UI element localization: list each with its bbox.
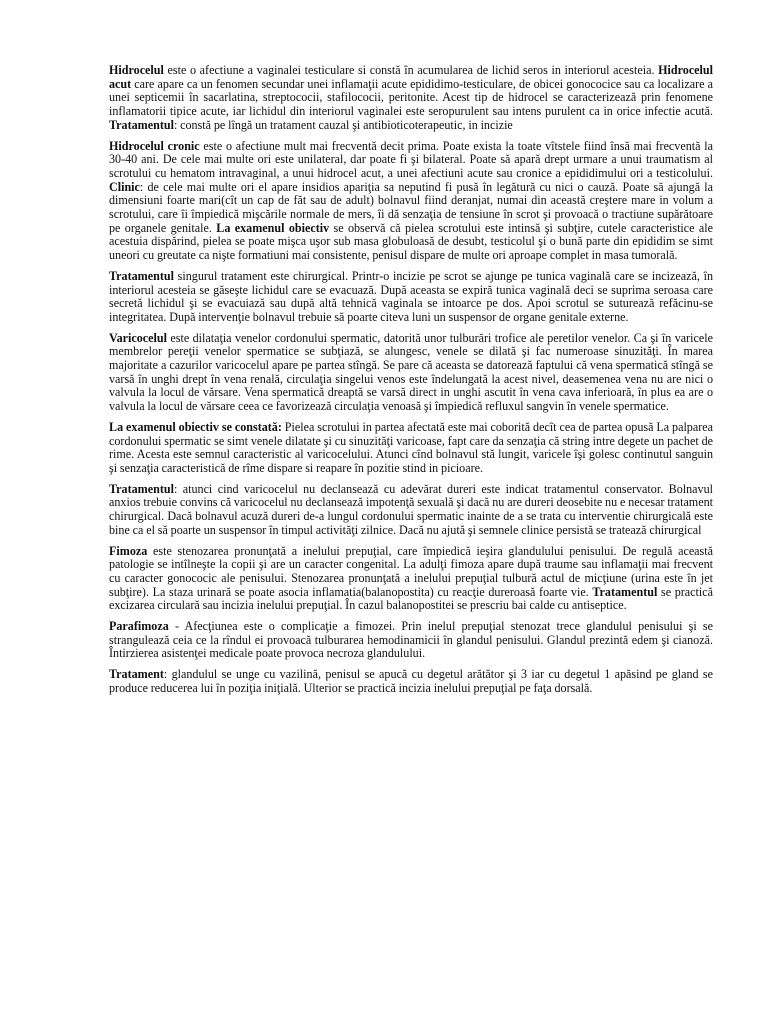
paragraph bbox=[109, 483, 713, 538]
paragraph-text: - Afecţiunea este o complicaţie a fimozei. Prin inelul prepuţial stenozat trece glandulul penisului şi se strangulează ceia ce la rîndul ei provoacă tulburarea hemodinamicii în glandul penisului. Glandul prezintă edem şi cianoză. Întirzierea asistenţei medicale poate provoca necroza glandulului. bbox=[109, 619, 713, 661]
paragraph-text: este dilataţia venelor cordonului spermatic, datorită unor tulburări trofice ale peretilor venelor. Ca şi în varicele membrelor pereţii venelor spermatice se subţiază, se alungesc, venele se dilată şi fac numeroase sinuzităţi. În marea majoritate a cazurilor varicocelul apare pe partea stîngă. Se pare că aceasta se datorează faptului că vena spermatică stîngă se varsă în unghi drept în vena renală, circulaţia singelui venos este îndelungată la acest nivel, deasemenea vena nu are nici o valvula la locul de vărsare. Vena spermatică dreaptă se varsă direct in unghi ascutit în vena cava inferioară, în plus ea are o valvula la locul de vărsare ceea ce favorizează circulaţia venoasă şi împiedică refluxul sangvin în venele spermatice. bbox=[109, 330, 713, 414]
paragraph-text: Pielea scrotului in partea afectată este mai coborită decît cea de partea opusă La palparea cordonului spermatic se simt venele dilatate şi cu sinuzităţi varicoase, fapt care da senzaţia că string intre degete un pachet de rime. Acesta este semnul caracteristic al varicocelului. Atunci cînd bolnavul stă lungit, varicele îşi golesc continutul sanguin şi senzaţia caracteristică de rîme dispare si reapare în pozitie stind in picioare. bbox=[109, 419, 713, 475]
paragraph bbox=[109, 668, 713, 695]
bold-term: Hidrocelul acut bbox=[109, 63, 713, 91]
paragraph bbox=[109, 64, 713, 133]
paragraph-text: : de cele mai multe ori el apare insidios apariţia sa neputind fi pusă în legătură cu nici o cauză. Poate să ajungă la dimensiuni foarte mari(cît un cap de făt sau de adult) bolnavul fiind deranjat, numai din această creştere mare in volum a scrotului, care îi împiedică mişcările normale de mers, îi dă senzaţia de tensiune în scrot şi provoacă o tractiune supărătoare pe organele genitale. bbox=[109, 179, 713, 235]
paragraph-text: se practică excizarea circulară sau incizia inelului prepuţial. În cazul balanopostitei se prescriu bai calde cu antiseptice. bbox=[109, 584, 713, 613]
paragraph-text: este stenozarea pronunţată a inelului prepuţial, care împiedică ieşira glandulului penisului. De regulă această patologie se intîlneşte la copii şi are un caracter congenital. La adulţi fimoza apare după traume sau inflamaţii mai frecvent cu caracter gonococic ale penisului. Stenozarea pronunţată a inelului prepuţial tulbură actul de micţiune (urina este în jet subţire). La staza urinară se poate asocia inflamatia(balanopostita) cu reacţie dureroasă foarte vie. bbox=[109, 543, 713, 599]
bold-term: Tratamentul bbox=[592, 584, 658, 599]
bold-term: Parafimoza bbox=[109, 619, 169, 634]
paragraph-text: singurul tratament este chirurgical. Printr-o incizie pe scrot se ajunge pe tunica vaginală care se incizează, în interiorul acesteia se găseşte lichidul care se evacuază. După aceasta se expiră tunica vaginală deci se suprima seroasa care secretă lichidul şi se evacuiază sau după altă tehnică vaginala se intoarce pe dos. Apoi scrotul se sutureazǎ refăcinu-se integritatea. După intervenţie bolnavul trebuie să poarte citeva luni un suspensor de organe genitale externe. bbox=[109, 268, 713, 324]
paragraph-text: este o afectiune mult mai frecventă decit prima. Poate exista la toate vîtstele fiind însă mai frecventă la 30-40 ani. De cele mai multe ori este unilateral, dar poate fi şi bilateral. Poate să apară drept urmare a unui traumatism al scrotului cu hematom intravaginal, a unui hidrocel acut, a unei afectiuni acute sau cronice a epididimului ori a testicolului. bbox=[109, 138, 713, 180]
paragraph-text: care apare ca un fenomen secundar unei inflamaţii acute epididimo-testiculare, de obicei gonococice sau ca localizare a unei septicemii în sacarlatina, streptococii, stafilococii, peritonite. Acest tip de hidrocel se caracterizează prin fenomene inflamatorii tipice acute, iar lichidul din interiorul vaginalei este seropurulent sau intens purulent ca in orice infectie acută. bbox=[109, 76, 713, 119]
paragraph-text: : atunci cind varicocelul nu declansează cu adevărat dureri este indicat tratamentul conservator. Bolnavul anxios trebuie convins că varicocelul nu declansează impotenţă sexuală şi dacă nu are dureri deosebite nu e necesar tratament chirurgical. Dacă bolnavul acuză dureri de-a lungul cordonului spermatic inainte de a se trata cu interventie chirurgicală este bine ca el să poarte un suspensor în timpul activităţi zilnice. Dacă nu ajută şi semnele clinice persistă se tratează chirurgical bbox=[109, 481, 713, 537]
paragraph-text: este o afectiune a vaginalei testiculare si constă în acumularea de lichid seros in interiorul acesteia. bbox=[163, 63, 659, 77]
paragraph bbox=[109, 421, 713, 476]
paragraph bbox=[109, 545, 713, 614]
document-page bbox=[109, 64, 713, 703]
bold-term: La examenul obiectiv se constată: bbox=[109, 419, 282, 434]
paragraph-text: se observă că pielea scrotului este intinsă şi subţire, cutele caracteristice ale acestuia dispărind, pielea se poate mişca uşor sub masa globuloasă de desubt, testicolul şi o bună parte din epididim se simt uneori cu greutate ca nişte formatiuni mai consistente, penisul dispare de multe ori aproape complet in masa tumorală. bbox=[109, 220, 713, 263]
paragraph bbox=[109, 140, 713, 263]
bold-term: Tratament bbox=[109, 667, 164, 682]
bold-term: Hidrocelul cronic bbox=[109, 138, 200, 153]
paragraph-text: : constă pe lîngă un tratament cauzal şi antibioticoterapeutic, in incizie bbox=[173, 117, 513, 132]
bold-term: Tratamentul bbox=[109, 481, 174, 496]
paragraph-text: : glandulul se unge cu vazilină, penisul se apucă cu degetul arătător şi 3 iar cu degetul 1 apăsind pe gland se produce reducerea lui în poziţia iniţială. Ulterior se practică incizia inelului prepuţial pe faţa dorsală. bbox=[109, 667, 713, 695]
paragraph bbox=[109, 332, 713, 414]
bold-term: Tratamentul bbox=[109, 268, 174, 283]
bold-term: Clinic bbox=[109, 179, 140, 194]
bold-term: Tratamentul bbox=[109, 117, 174, 132]
bold-term: La examenul obiectiv bbox=[216, 220, 330, 235]
bold-term: Varicocelul bbox=[109, 330, 167, 345]
paragraph bbox=[109, 620, 713, 661]
bold-term: Fimoza bbox=[109, 543, 148, 558]
paragraph bbox=[109, 270, 713, 325]
bold-term: Hidrocelul bbox=[109, 63, 164, 77]
